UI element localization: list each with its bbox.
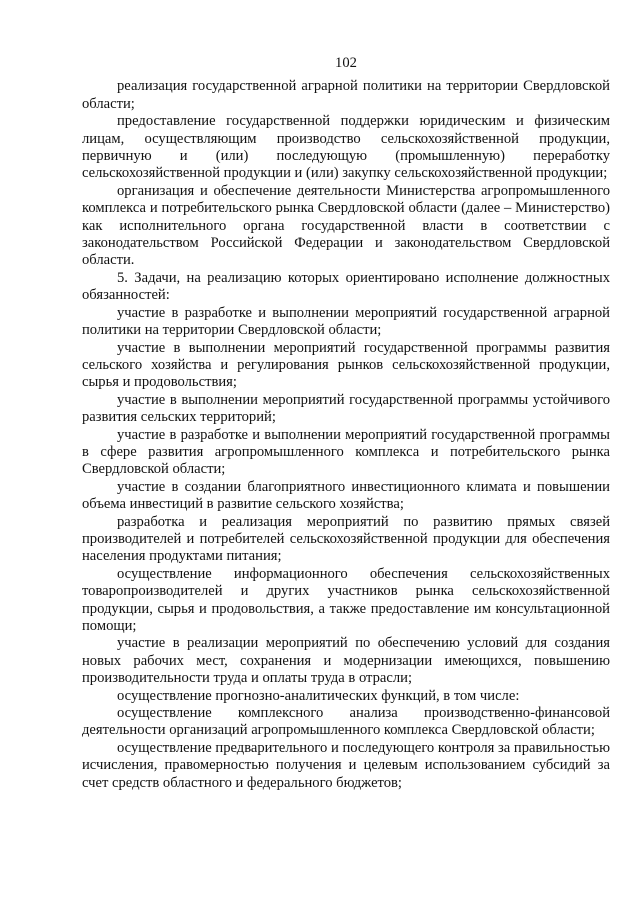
section-5-heading: 5. Задачи, на реализацию которых ориентировано исполнение должностных обязанностей: (82, 269, 610, 304)
paragraph: участие в выполнении мероприятий государственной программы развития сельского хозяйства и регулирования рынков сельскохозяйственной продукции, сырья и продовольствия; (82, 339, 610, 391)
paragraph: осуществление предварительного и последующего контроля за правильностью исчисления, правомерностью получения и целевым использованием субсидий за счет средств областного и федерального бюджетов; (82, 739, 610, 791)
paragraph: участие в создании благоприятного инвестиционного климата и повышении объема инвестиций в развитие сельского хозяйства; (82, 478, 610, 513)
page-number: 102 (335, 55, 357, 71)
paragraph: осуществление комплексного анализа производственно-финансовой деятельности организаций агропромышленного комплекса Свердловской области; (82, 705, 610, 739)
paragraph: осуществление информационного обеспечения сельскохозяйственных товаропроизводителей и других участников рынка сельскохозяйственной продукции, сырья и продовольствия, а также предоставление им консультационной помощи; (82, 565, 610, 634)
paragraph: разработка и реализация мероприятий по развитию прямых связей производителей и потребителей сельскохозяйственной продукции для обеспечения населения продуктами питания; (82, 513, 610, 565)
paragraph: участие в реализации мероприятий по обеспечению условий для создания новых рабочих мест, сохранения и модернизации имеющихся, повышению производительности труда и оплаты труда в отрасли; (82, 635, 610, 687)
paragraph: участие в разработке и выполнении мероприятий государственной аграрной политики на территории Свердловской области; (82, 304, 610, 339)
paragraph: реализация государственной аграрной политики на территории Свердловской области; (82, 78, 610, 112)
paragraph: участие в выполнении мероприятий государственной программы устойчивого развития сельских территорий; (82, 391, 610, 426)
paragraph: осуществление прогнозно-аналитических функций, в том числе: (117, 687, 520, 704)
document-page (82, 55, 610, 792)
paragraph: предоставление государственной поддержки юридическим и физическим лицам, осуществляющим производство сельскохозяйственной продукции, первичную и (или) последующую (промышленную) переработку сельскохозяйственной продукции и (или) закупку сельскохозяйственной продукции; (82, 113, 610, 182)
paragraph: организация и обеспечение деятельности Министерства агропромышленного комплекса и потребительского рынка Свердловской области (далее – Министерство) как исполнительного органа государственной власти в соответствии с законодательством Российской Федерации и законодательством Свердловской области. (82, 182, 610, 269)
paragraph: участие в разработке и выполнении мероприятий государственной программы в сфере развития агропромышленного комплекса и потребительского рынка Свердловской области; (82, 426, 610, 478)
